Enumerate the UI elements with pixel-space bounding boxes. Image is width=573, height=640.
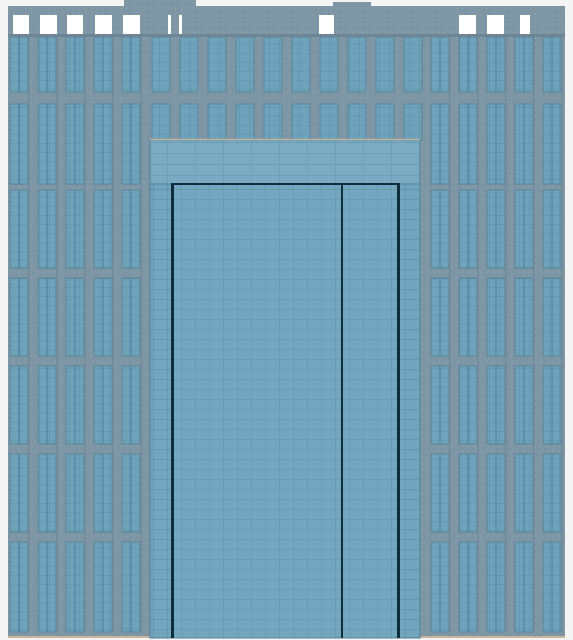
upper-center-window-strip	[376, 37, 394, 92]
upper-center-window-strip	[236, 104, 254, 140]
roof-cornice	[8, 34, 565, 37]
roof-bump-right	[333, 2, 371, 10]
upper-center-window-strip	[264, 37, 282, 92]
left-wing-pier-shadow	[84, 37, 86, 632]
upper-center-window-strip	[376, 104, 394, 140]
upper-center-window-strip	[404, 37, 422, 92]
upper-center-window-strip	[152, 37, 170, 92]
center-curtain-wall	[150, 140, 420, 639]
parapet-opening	[459, 15, 476, 34]
upper-center-window-strip	[180, 104, 198, 140]
upper-center-window-strip	[236, 37, 254, 92]
parapet-opening	[40, 15, 57, 34]
parapet-opening	[520, 15, 530, 34]
right-wing-pier-shadow	[561, 37, 563, 632]
right-wing-pier-shadow	[449, 37, 451, 632]
upper-center-window-strip	[320, 104, 338, 140]
upper-center-window-strip	[208, 37, 226, 92]
upper-center-window-strip	[292, 104, 310, 140]
upper-center-window-strip	[348, 37, 366, 92]
parapet-opening	[123, 15, 140, 34]
left-wing-pier-shadow	[28, 37, 30, 632]
parapet-opening	[13, 15, 29, 34]
upper-center-window-strip	[320, 37, 338, 92]
right-wing-pier-shadow	[505, 37, 507, 632]
parapet-opening	[319, 15, 334, 34]
atrium-vertical-frame	[341, 184, 343, 638]
right-wing-pier-shadow	[533, 37, 535, 632]
upper-center-window-strip	[208, 104, 226, 140]
atrium-glazing	[174, 184, 396, 638]
curtain-wall-crown	[150, 140, 420, 184]
right-wing-pier-shadow	[477, 37, 479, 632]
parapet-slot	[168, 15, 171, 34]
upper-center-window-strip	[348, 104, 366, 140]
parapet-opening	[67, 15, 83, 34]
upper-center-window-strip	[264, 104, 282, 140]
atrium-vertical-frame	[397, 184, 400, 638]
atrium-header-frame	[171, 183, 400, 185]
upper-center-window-strip	[292, 37, 310, 92]
upper-center-window-strip	[180, 37, 198, 92]
parapet-slot	[179, 15, 182, 34]
upper-center-window-strip	[404, 104, 422, 140]
roof-bump-left	[124, 0, 196, 10]
parapet-opening	[487, 15, 504, 34]
parapet-opening	[95, 15, 112, 34]
left-wing-pier-shadow	[56, 37, 58, 632]
left-wing-pier-shadow	[112, 37, 114, 632]
upper-center-window-strip	[152, 104, 170, 140]
atrium-vertical-frame	[171, 184, 174, 638]
left-wing-pier-shadow	[140, 37, 142, 632]
